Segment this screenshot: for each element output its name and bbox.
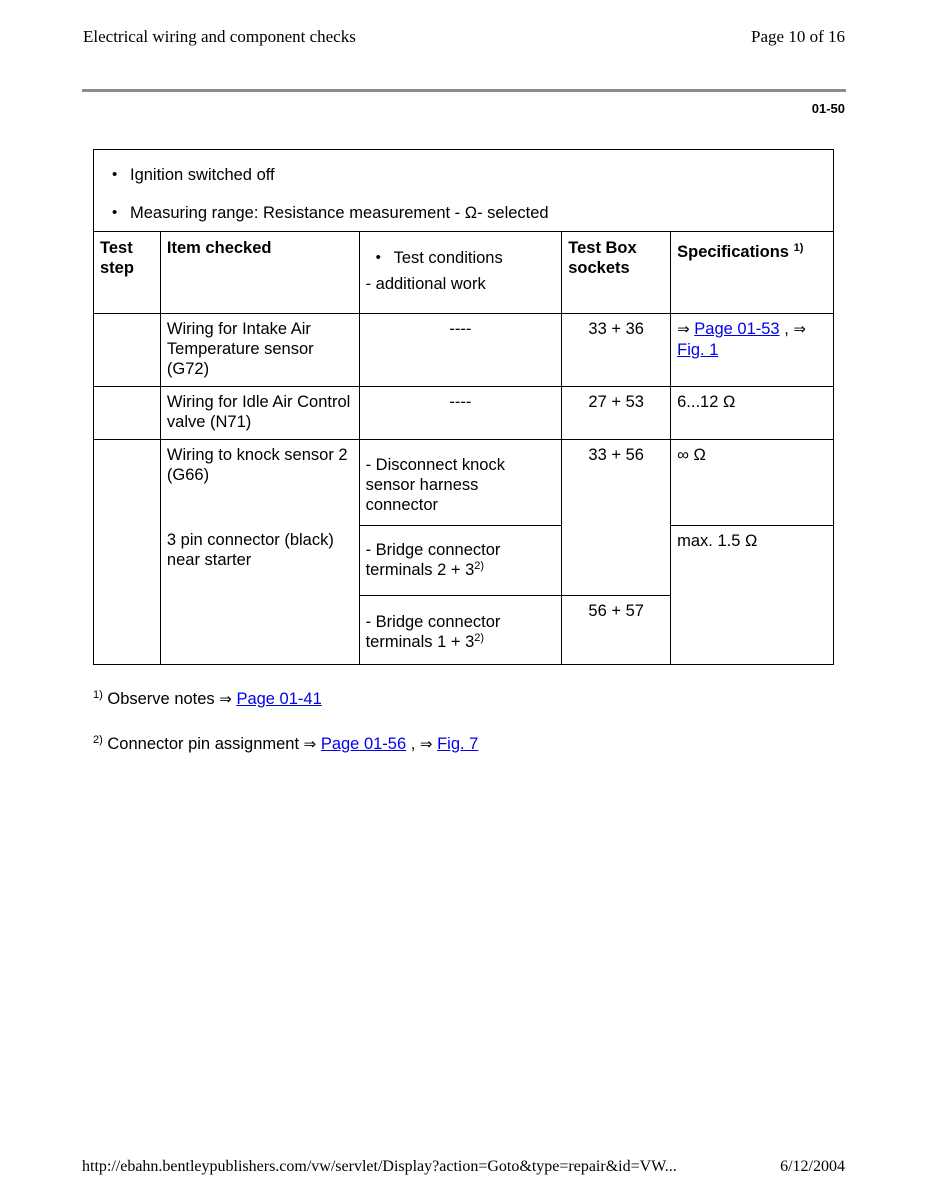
spec-cell: max. 1.5 Ω <box>671 526 834 665</box>
spec-cell: ⇒ Page 01-53 , ⇒ Fig. 1 <box>671 314 834 387</box>
item-checked-cell: Wiring for Idle Air Control valve (N71) <box>160 387 359 440</box>
table-header-row <box>94 232 834 314</box>
condition-cell: ---- <box>359 387 562 440</box>
note-link-page-01-56[interactable]: Page 01-56 <box>320 735 407 753</box>
table-row <box>94 314 834 387</box>
sockets-cell: 56 + 57 <box>562 596 671 665</box>
arrow-right-icon: ⇒ <box>303 736 317 753</box>
spec-cell: 6...12 Ω <box>671 387 834 440</box>
table-row <box>94 440 834 526</box>
checks-table <box>93 149 834 665</box>
note-link-fig-7[interactable]: Fig. 7 <box>437 735 479 753</box>
arrow-right-icon: ⇒ <box>419 736 433 753</box>
sockets-cell: 33 + 56 <box>562 440 671 596</box>
arrow-right-icon: ⇒ <box>219 691 232 708</box>
intro-row <box>94 150 834 232</box>
arrow-right-icon: ⇒ <box>793 321 806 338</box>
header-test-conditions: • Test conditions - additional work <box>359 232 562 314</box>
footer-url: http://ebahn.bentleypublishers.com/vw/servlet/Display?action=Goto&type=repair&id=VW... <box>82 1158 677 1175</box>
document-title: Electrical wiring and component checks <box>83 27 356 46</box>
condition-cell: ---- <box>359 314 562 387</box>
intro-bullet-ignition: • Ignition switched off <box>112 166 275 184</box>
intro-bullet-range: • Measuring range: Resistance measurement - Ω- selected <box>112 204 549 222</box>
bullet-icon: • <box>112 166 118 183</box>
condition-cell: - Disconnect knock sensor harness connector <box>359 440 562 526</box>
table-row <box>94 387 834 440</box>
sockets-cell: 27 + 53 <box>562 387 671 440</box>
header-specifications: Specifications $^{1)}$ <box>671 232 834 314</box>
test-step-cell <box>94 440 161 665</box>
arrow-right-icon: ⇒ <box>677 321 690 338</box>
test-step-cell <box>94 314 161 387</box>
spec-link-fig-1[interactable]: Fig. 1 <box>677 341 719 359</box>
page-number: Page 10 of 16 <box>751 27 845 46</box>
condition-cell: - Bridge connector terminals $1 + 3^{2)}$ <box>359 596 562 665</box>
condition-cell: - Bridge connector terminals $2 + 3^{2)}$ <box>359 526 562 596</box>
footer-date: 6/12/2004 <box>780 1158 845 1175</box>
header-test-step: Test step <box>94 232 161 314</box>
note-link-page-01-41[interactable]: Page 01-41 <box>236 690 322 708</box>
spec-link-page-01-53[interactable]: Page 01-53 <box>694 320 780 338</box>
item-checked-cell: Wiring for Intake Air Temperature sensor (G72) <box>160 314 359 387</box>
footnote-1: $^{1)}$ Observe notes ⇒ Page 01-41 <box>93 689 322 708</box>
intro-cell <box>94 150 834 232</box>
test-step-cell <box>94 387 161 440</box>
footnote-2: $^{2)}$ Connector pin assignment ⇒ Page 01-56 , ⇒ Fig. 7 <box>93 734 479 753</box>
bullet-icon: • <box>375 249 381 266</box>
header-divider <box>82 89 846 92</box>
spec-cell: ∞ Ω <box>671 440 834 526</box>
header-item-checked: Item checked <box>160 232 359 314</box>
bullet-icon: • <box>112 204 118 221</box>
header-test-box-sockets: Test Box sockets <box>562 232 671 314</box>
item-checked-cell: Wiring to knock sensor 2 (G66) 3 pin connector (black) near starter <box>160 440 359 665</box>
section-code: 01-50 <box>811 101 845 116</box>
sockets-cell: 33 + 36 <box>562 314 671 387</box>
